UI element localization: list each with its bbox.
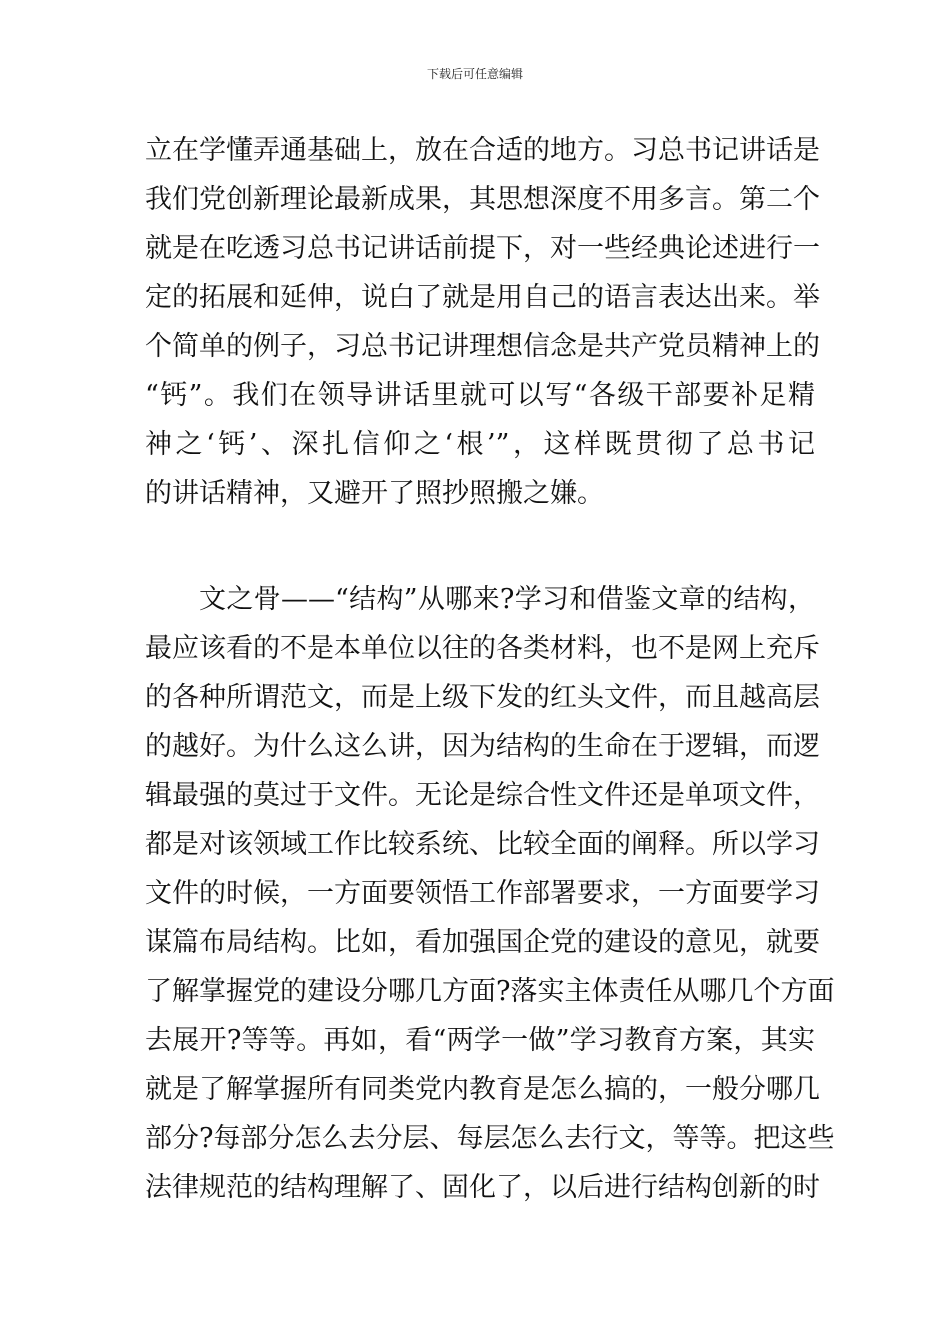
paragraph-line: 部分?每部分怎么去分层、每层怎么去行文，等等。把这些 (145, 1123, 835, 1154)
paragraph-line: 法律规范的结构理解了、固化了，以后进行结构创新的时 (145, 1172, 820, 1203)
paragraph-line: “钙”。我们在领导讲话里就可以写“各级干部要补足精 (145, 380, 815, 411)
paragraph-line: 都是对该领域工作比较系统、比较全面的阐释。所以学习 (145, 829, 820, 860)
paragraph-line: 就是在吃透习总书记讲话前提下，对一些经典论述进行一 (145, 233, 820, 264)
paragraph-line: 文之骨——“结构”从哪来?学习和借鉴文章的结构， (199, 584, 815, 615)
paragraph-line: 了解掌握党的建设分哪几方面?落实主体责任从哪几个方面 (145, 976, 835, 1007)
paragraph-line: 就是了解掌握所有同类党内教育是怎么搞的，一般分哪几 (145, 1074, 820, 1105)
paragraph-line: 定的拓展和延伸，说白了就是用自己的语言表达出来。举 (145, 282, 820, 313)
paragraph-line: 辑最强的莫过于文件。无论是综合性文件还是单项文件， (145, 780, 820, 811)
paragraph-2 (145, 575, 835, 1212)
paragraph-1 (145, 126, 820, 518)
paragraph-line: 的各种所谓范文，而是上级下发的红头文件，而且越高层 (145, 682, 820, 713)
paragraph-line: 去展开?等等。再如，看“两学一做”学习教育方案，其实 (145, 1025, 815, 1056)
paragraph-line: 的越好。为什么这么讲，因为结构的生命在于逻辑，而逻 (145, 731, 820, 762)
paragraph-line: 的讲话精神，又避开了照抄照搬之嫌。 (145, 478, 604, 509)
paragraph-line: 立在学懂弄通基础上，放在合适的地方。习总书记讲话是 (145, 135, 820, 166)
paragraph-line: 最应该看的不是本单位以往的各类材料，也不是网上充斥 (145, 633, 820, 664)
paragraph-line: 神之‘钙’、深扎信仰之‘根’”，这样既贯彻了总书记 (145, 429, 815, 460)
paragraph-line: 谋篇布局结构。比如，看加强国企党的建设的意见，就要 (145, 927, 820, 958)
paragraph-line: 文件的时候，一方面要领悟工作部署要求，一方面要学习 (145, 878, 820, 909)
paragraph-line: 个简单的例子，习总书记讲理想信念是共产党员精神上的 (145, 331, 820, 362)
page-header: 下载后可任意编辑 (426, 67, 523, 81)
paragraph-line: 我们党创新理论最新成果，其思想深度不用多言。第二个 (145, 184, 820, 215)
